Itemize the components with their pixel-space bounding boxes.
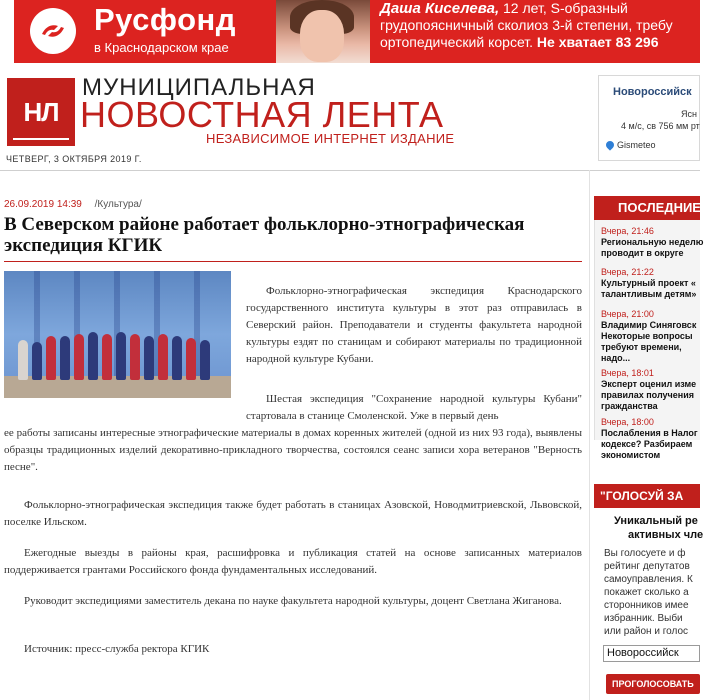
city-select-value: Новороссийск (607, 647, 679, 659)
vote-description: Вы голосуете и ф рейтинг депутатов самоуправления. К покажет сколько а сторонников имее избранник. Выби или район и голос (604, 548, 693, 637)
banner-line3: ортопедический корсет. (380, 34, 534, 50)
article-photo[interactable] (4, 271, 231, 398)
city-select[interactable] (603, 645, 700, 662)
article-source: Источник: пресс-служба ректора КГИК (24, 643, 210, 655)
news-item[interactable]: Вчера, 21:22 Культурный проект « талантливым детям» (601, 267, 697, 299)
gismeteo-link[interactable] (606, 140, 656, 150)
banner-region: в Краснодарском крае (94, 40, 229, 55)
article-paragraph-5: Руководит экспедициями заместитель декана по науке факультета народной культуры, доцент Светлана Жиганова. (24, 595, 562, 607)
article-title: В Северском районе работает фольклорно-этнографическая экспедиция КГИК (4, 214, 525, 256)
vote-button[interactable]: ПРОГОЛОСОВАТЬ (606, 674, 700, 694)
vote-heading: "ГОЛОСУЙ ЗА (594, 484, 700, 508)
article-meta (4, 199, 142, 210)
current-date: ЧЕТВЕРГ, 3 ОКТЯБРЯ 2019 Г. (6, 154, 142, 164)
weather-city: Новороссийск (613, 86, 692, 98)
news-item[interactable]: Вчера, 18:01 Эксперт оценил изме правилах получения гражданства (601, 368, 697, 411)
article-paragraph-2a: Шестая экспедиция "Сохранение народной культуры Кубани" стартовала в станице Смоленской. Уже в первый день (246, 393, 582, 422)
site-logo[interactable]: НЛ (7, 78, 75, 146)
rusfond-hands-icon (30, 8, 76, 54)
banner-child-photo (276, 0, 370, 63)
title-underline (4, 261, 582, 262)
article-paragraph-3: Фольклорно-этнографическая экспедиция также будет работать в станицах Азовской, Новодмитриевской, Львовской, поселке Ильском. (4, 499, 582, 528)
weather-condition: Ясн (681, 109, 697, 119)
weather-stats: 4 м/с, св 756 мм рт (621, 121, 700, 131)
site-tagline: НЕЗАВИСИМОЕ ИНТЕРНЕТ ИЗДАНИЕ (206, 131, 455, 146)
banner-cost: Не хватает 83 296 (533, 34, 659, 50)
article-paragraph-4: Ежегодные выезды в районы края, расшифровка и публикация статей на основе записанных материалов поддерживается грантами Российского фонда фундаментальных исследований. (4, 547, 582, 576)
article-category[interactable]: /Культура/ (94, 199, 142, 210)
banner-line1: 12 лет, S-образный (499, 0, 628, 16)
sidebar-divider (589, 170, 590, 700)
vote-title: Уникальный ре активных чле (614, 515, 704, 541)
site-title-main[interactable]: НОВОСТНАЯ ЛЕНТА (80, 94, 444, 135)
latest-news-heading: ПОСЛЕДНИЕ (594, 196, 700, 220)
banner-brand: Русфонд (94, 2, 236, 37)
rusfond-banner-ad[interactable] (14, 0, 700, 63)
news-item[interactable]: Вчера, 21:46 Региональную неделю проводит в округе (601, 226, 704, 258)
gismeteo-label: Gismeteo (617, 140, 656, 150)
banner-child-name: Даша Киселева, (380, 0, 500, 17)
weather-widget[interactable] (598, 75, 700, 161)
site-title-top: МУНИЦИПАЛЬНАЯ (82, 74, 316, 101)
news-item[interactable]: Вчера, 18:00 Послабления в Налог кодексе? Разбираем экономистом (601, 417, 698, 460)
article-paragraph-1: Фольклорно-этнографическая экспедиция Краснодарского государственного института культуры в этот раз отправилась в Северский район. Преподаватели и студенты факультета народной культуры ездят по станицам и собирают материалы по традиционной народной культуре Кубани. (246, 285, 582, 365)
banner-line2: грудопоясничный сколиоз 3-й степени, требу (380, 17, 673, 33)
article-date: 26.09.2019 14:39 (4, 199, 82, 210)
gismeteo-drop-icon (604, 139, 615, 150)
banner-text (380, 0, 673, 51)
article-paragraph-2b: ее работы записаны интересные этнографические материалы в домах коренных жителей (одной из них 93 года), выявлены образцы традиционных изделий декоративно-прикладного творчества, состоялся сеанс записи хора ветеранов "Верность песне". (4, 427, 582, 473)
news-item[interactable]: Вчера, 21:00 Владимир Синяговск Некоторые вопросы требуют времени, надо... (601, 309, 697, 363)
latest-news-list (594, 220, 704, 460)
header-divider (0, 170, 700, 171)
